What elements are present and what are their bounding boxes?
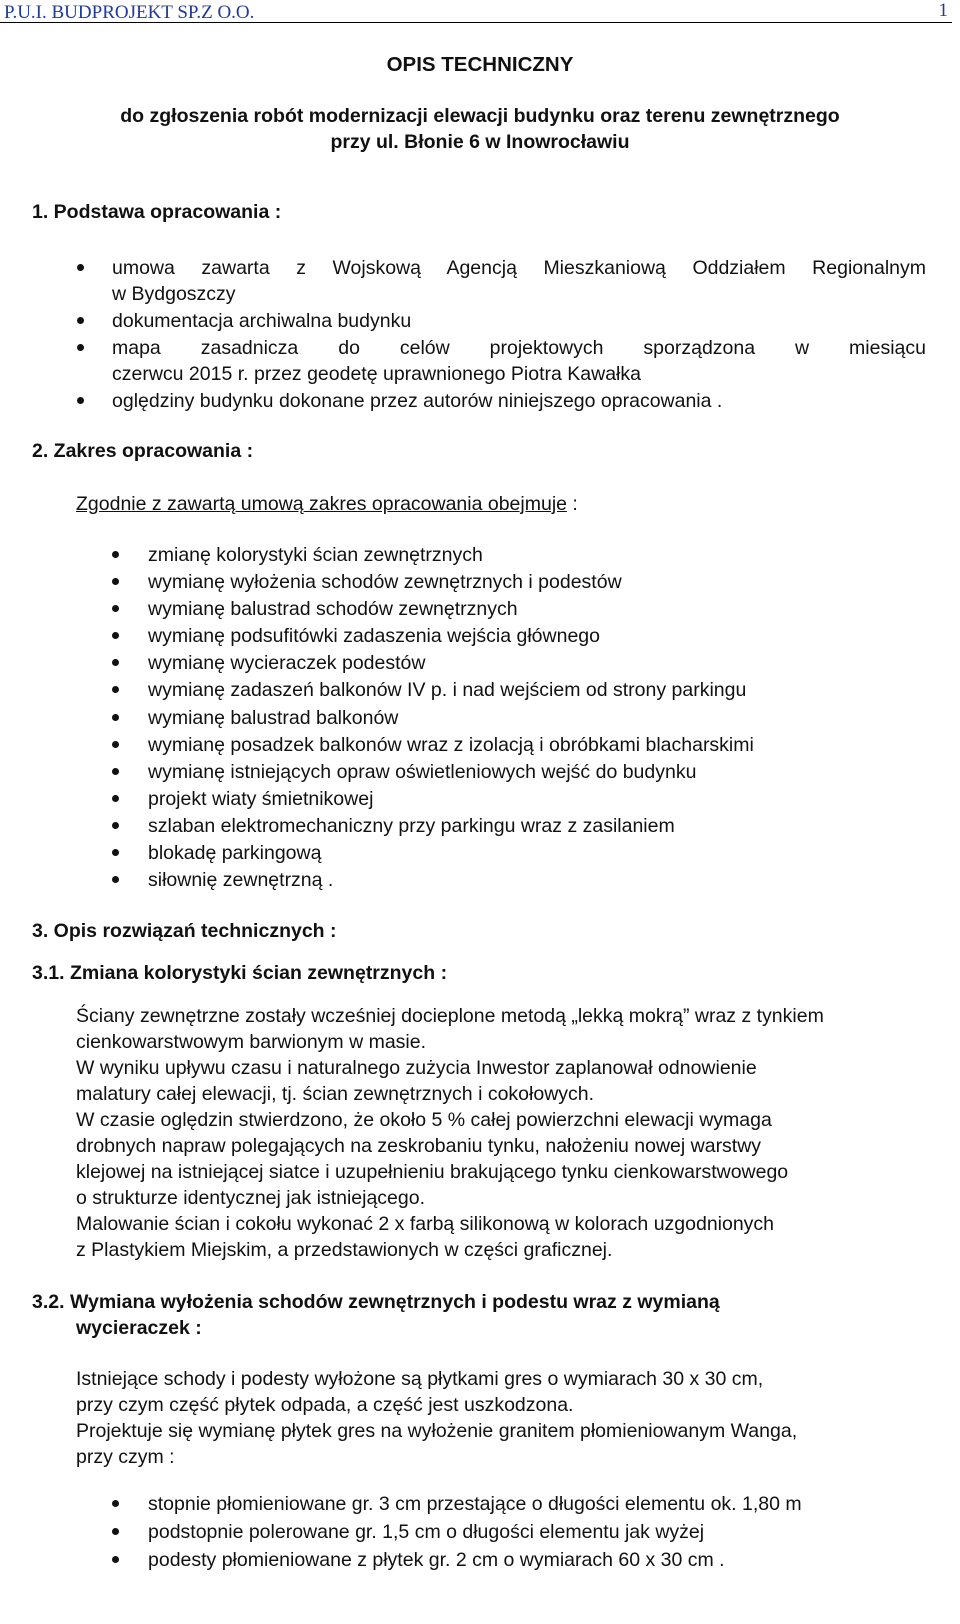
section3-1-line: W czasie oględzin stwierdzono, że około 5 % całej powierzchni elewacji wymaga	[76, 1109, 772, 1131]
section3-1-line: drobnych napraw polegających na zeskrobaniu tynku, nałożeniu nowej warstwy	[76, 1135, 762, 1157]
section3-2-line: Projektuje się wymianę płytek gres na wyłożenie granitem płomieniowanym Wanga,	[76, 1420, 798, 1442]
section2-item: wymianę posadzek balkonów wraz z izolacją i obróbkami blacharskimi	[148, 734, 754, 756]
section2-item: wymianę zadaszeń balkonów IV p. i nad wejściem od strony parkingu	[148, 679, 747, 701]
section2-item: blokadę parkingową	[148, 842, 322, 864]
section3-1-line: malatury całej elewacji, tj. ścian zewnętrznych i cokołowych.	[76, 1083, 595, 1105]
bullet-icon	[112, 1556, 119, 1563]
section2-intro-underlined: Zgodnie z zawartą umową zakres opracowania obejmuje	[76, 493, 568, 515]
bullet-icon	[112, 714, 119, 721]
bullet-icon	[112, 578, 119, 585]
section2-item: wymianę balustrad balkonów	[148, 707, 399, 729]
section1-item: oględziny budynku dokonane przez autorów niniejszego opracowania .	[112, 390, 723, 412]
page-number: 1	[938, 0, 948, 21]
section3-2-item: podesty płomieniowane z płytek gr. 2 cm o wymiarach 60 x 30 cm .	[148, 1549, 725, 1571]
bullet-icon	[77, 264, 84, 271]
bullet-icon	[112, 659, 119, 666]
section3-2-line: przy czym :	[76, 1446, 175, 1468]
section2-item: wymianę wycieraczek podestów	[148, 652, 426, 674]
section3-2-line: Istniejące schody i podesty wyłożone są płytkami gres o wymiarach 30 x 30 cm,	[76, 1368, 764, 1390]
section3-1-line: W wyniku upływu czasu i naturalnego zużycia Inwestor zaplanował odnowienie	[76, 1057, 757, 1079]
section3-1-line: Ściany zewnętrzne zostały wcześniej docieplone metodą „lekką mokrą” wraz z tynkiem	[76, 1005, 824, 1027]
section3-1-line: klejowej na istniejącej siatce i uzupełnieniu brakującego tynku cienkowarstwowego	[76, 1161, 789, 1183]
company-name: P.U.I. BUDPROJEKT SP.Z O.O.	[4, 2, 255, 23]
section1-item: umowa zawarta z Wojskową Agencją Mieszkaniową Oddziałem Regionalnym	[112, 257, 926, 279]
section2-item: projekt wiaty śmietnikowej	[148, 788, 374, 810]
section3-2-item: stopnie płomieniowane gr. 3 cm przestające o długości elementu ok. 1,80 m	[148, 1493, 802, 1515]
document-subtitle-line1: do zgłoszenia robót modernizacji elewacji budynku oraz terenu zewnętrznego	[120, 105, 840, 127]
bullet-icon	[112, 605, 119, 612]
section2-intro-suffix: :	[567, 493, 578, 515]
bullet-icon	[112, 795, 119, 802]
section2-item: wymianę istniejących opraw oświetleniowych wejść do budynku	[148, 761, 697, 783]
section3-1-line: z Plastykiem Miejskim, a przedstawionych w części graficznej.	[76, 1239, 613, 1261]
section3-2-heading-continuation: wycieraczek :	[76, 1317, 202, 1339]
section3-heading: 3. Opis rozwiązań technicznych :	[32, 920, 337, 942]
section1-heading: 1. Podstawa opracowania :	[32, 201, 282, 223]
document-subtitle-line2: przy ul. Błonie 6 w Inowrocławiu	[330, 131, 630, 153]
section2-heading: 2. Zakres opracowania :	[32, 440, 254, 462]
bullet-icon	[112, 741, 119, 748]
section2-item: zmianę kolorystyki ścian zewnętrznych	[148, 544, 483, 566]
section3-1-heading: 3.1. Zmiana kolorystyki ścian zewnętrznych :	[32, 962, 448, 984]
bullet-icon	[112, 686, 119, 693]
bullet-icon	[112, 822, 119, 829]
section1-item: mapa zasadnicza do celów projektowych sporządzona w miesiącu	[112, 337, 926, 359]
section3-2-heading: 3.2. Wymiana wyłożenia schodów zewnętrznych i podestu wraz z wymianą	[32, 1291, 720, 1313]
page-header	[0, 0, 952, 23]
section2-intro	[76, 491, 578, 517]
section2-item: wymianę podsufitówki zadaszenia wejścia głównego	[148, 625, 600, 647]
section2-item: wymianę wyłożenia schodów zewnętrznych i podestów	[148, 571, 622, 593]
bullet-icon	[112, 632, 119, 639]
section3-1-line: o strukturze identycznej jak istniejącego.	[76, 1187, 426, 1209]
section2-item: siłownię zewnętrzną .	[148, 869, 334, 891]
section3-2-line: przy czym część płytek odpada, a część jest uszkodzona.	[76, 1394, 574, 1416]
bullet-icon	[77, 344, 84, 351]
bullet-icon	[77, 397, 84, 404]
section1-item: dokumentacja archiwalna budynku	[112, 310, 412, 332]
bullet-icon	[112, 1500, 119, 1507]
bullet-icon	[112, 1528, 119, 1535]
section3-2-item: podstopnie polerowane gr. 1,5 cm o długości elementu jak wyżej	[148, 1521, 705, 1543]
section1-item-continuation: czerwcu 2015 r. przez geodetę uprawnionego Piotra Kawałka	[112, 363, 641, 385]
bullet-icon	[112, 768, 119, 775]
section1-item-continuation: w Bydgoszczy	[112, 283, 236, 305]
document-title: OPIS TECHNICZNY	[386, 53, 574, 76]
bullet-icon	[77, 317, 84, 324]
section2-item: wymianę balustrad schodów zewnętrznych	[148, 598, 518, 620]
bullet-icon	[112, 551, 119, 558]
section2-item: szlaban elektromechaniczny przy parkingu wraz z zasilaniem	[148, 815, 675, 837]
section3-1-line: cienkowarstwowym barwionym w masie.	[76, 1031, 427, 1053]
bullet-icon	[112, 876, 119, 883]
bullet-icon	[112, 849, 119, 856]
section3-1-line: Malowanie ścian i cokołu wykonać 2 x farbą silikonową w kolorach uzgodnionych	[76, 1213, 775, 1235]
